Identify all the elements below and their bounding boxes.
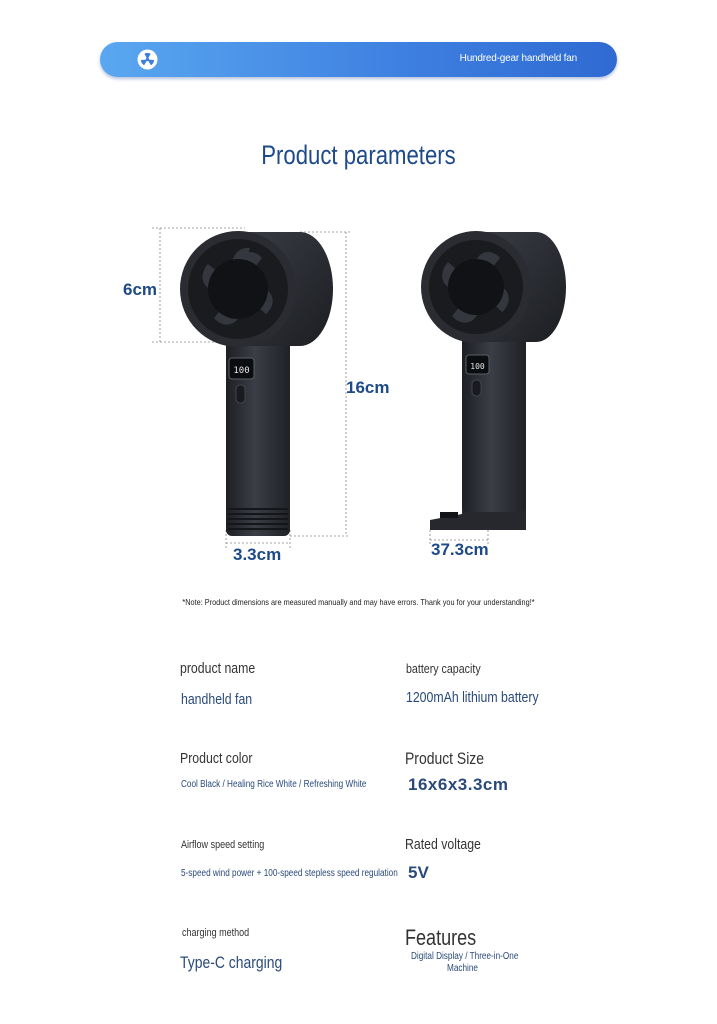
spec-value-product-size: 16x6x3.3cm xyxy=(408,775,509,794)
spec-value-charging-method: Type-C charging xyxy=(180,953,283,972)
display-readout-front: 100 xyxy=(233,366,250,376)
dimension-total-height: 16cm xyxy=(346,378,390,397)
spec-label-product-color: Product color xyxy=(180,750,253,767)
spec-label-airflow-speed: Airflow speed setting xyxy=(181,839,265,851)
measurement-note: *Note: Product dimensions are measured manually and may have errors. Thank you for your understanding!* xyxy=(182,597,535,607)
dimension-head-height: 6cm xyxy=(123,280,158,299)
spec-value-battery-capacity: 1200mAh lithium battery xyxy=(406,689,539,706)
spec-value-airflow-speed: 5-speed wind power + 100-speed stepless speed regulation xyxy=(181,868,398,879)
spec-label-battery-capacity: battery capacity xyxy=(406,661,481,676)
spec-label-features: Features xyxy=(405,925,477,950)
fan-side-view-with-stand xyxy=(421,231,566,530)
dimension-handle-width: 3.3cm xyxy=(233,545,282,564)
page-heading: Product parameters xyxy=(261,140,456,170)
spec-label-product-size: Product Size xyxy=(405,749,485,768)
spec-value-features-line2: Machine xyxy=(447,963,479,974)
spec-label-rated-voltage: Rated voltage xyxy=(405,836,481,853)
spec-value-features-line1: Digital Display / Three-in-One xyxy=(411,951,519,962)
dimension-base-width: 37.3cm xyxy=(431,540,489,559)
banner-title: Hundred-gear handheld fan xyxy=(459,53,577,64)
spec-label-charging-method: charging method xyxy=(182,927,250,939)
display-readout-side: 100 xyxy=(470,362,485,371)
spec-value-rated-voltage: 5V xyxy=(408,863,429,882)
spec-value-product-name: handheld fan xyxy=(181,691,253,708)
fan-front-view xyxy=(180,231,333,536)
spec-label-product-name: product name xyxy=(180,660,256,677)
spec-value-product-color: Cool Black / Healing Rice White / Refreshing White xyxy=(181,779,367,790)
